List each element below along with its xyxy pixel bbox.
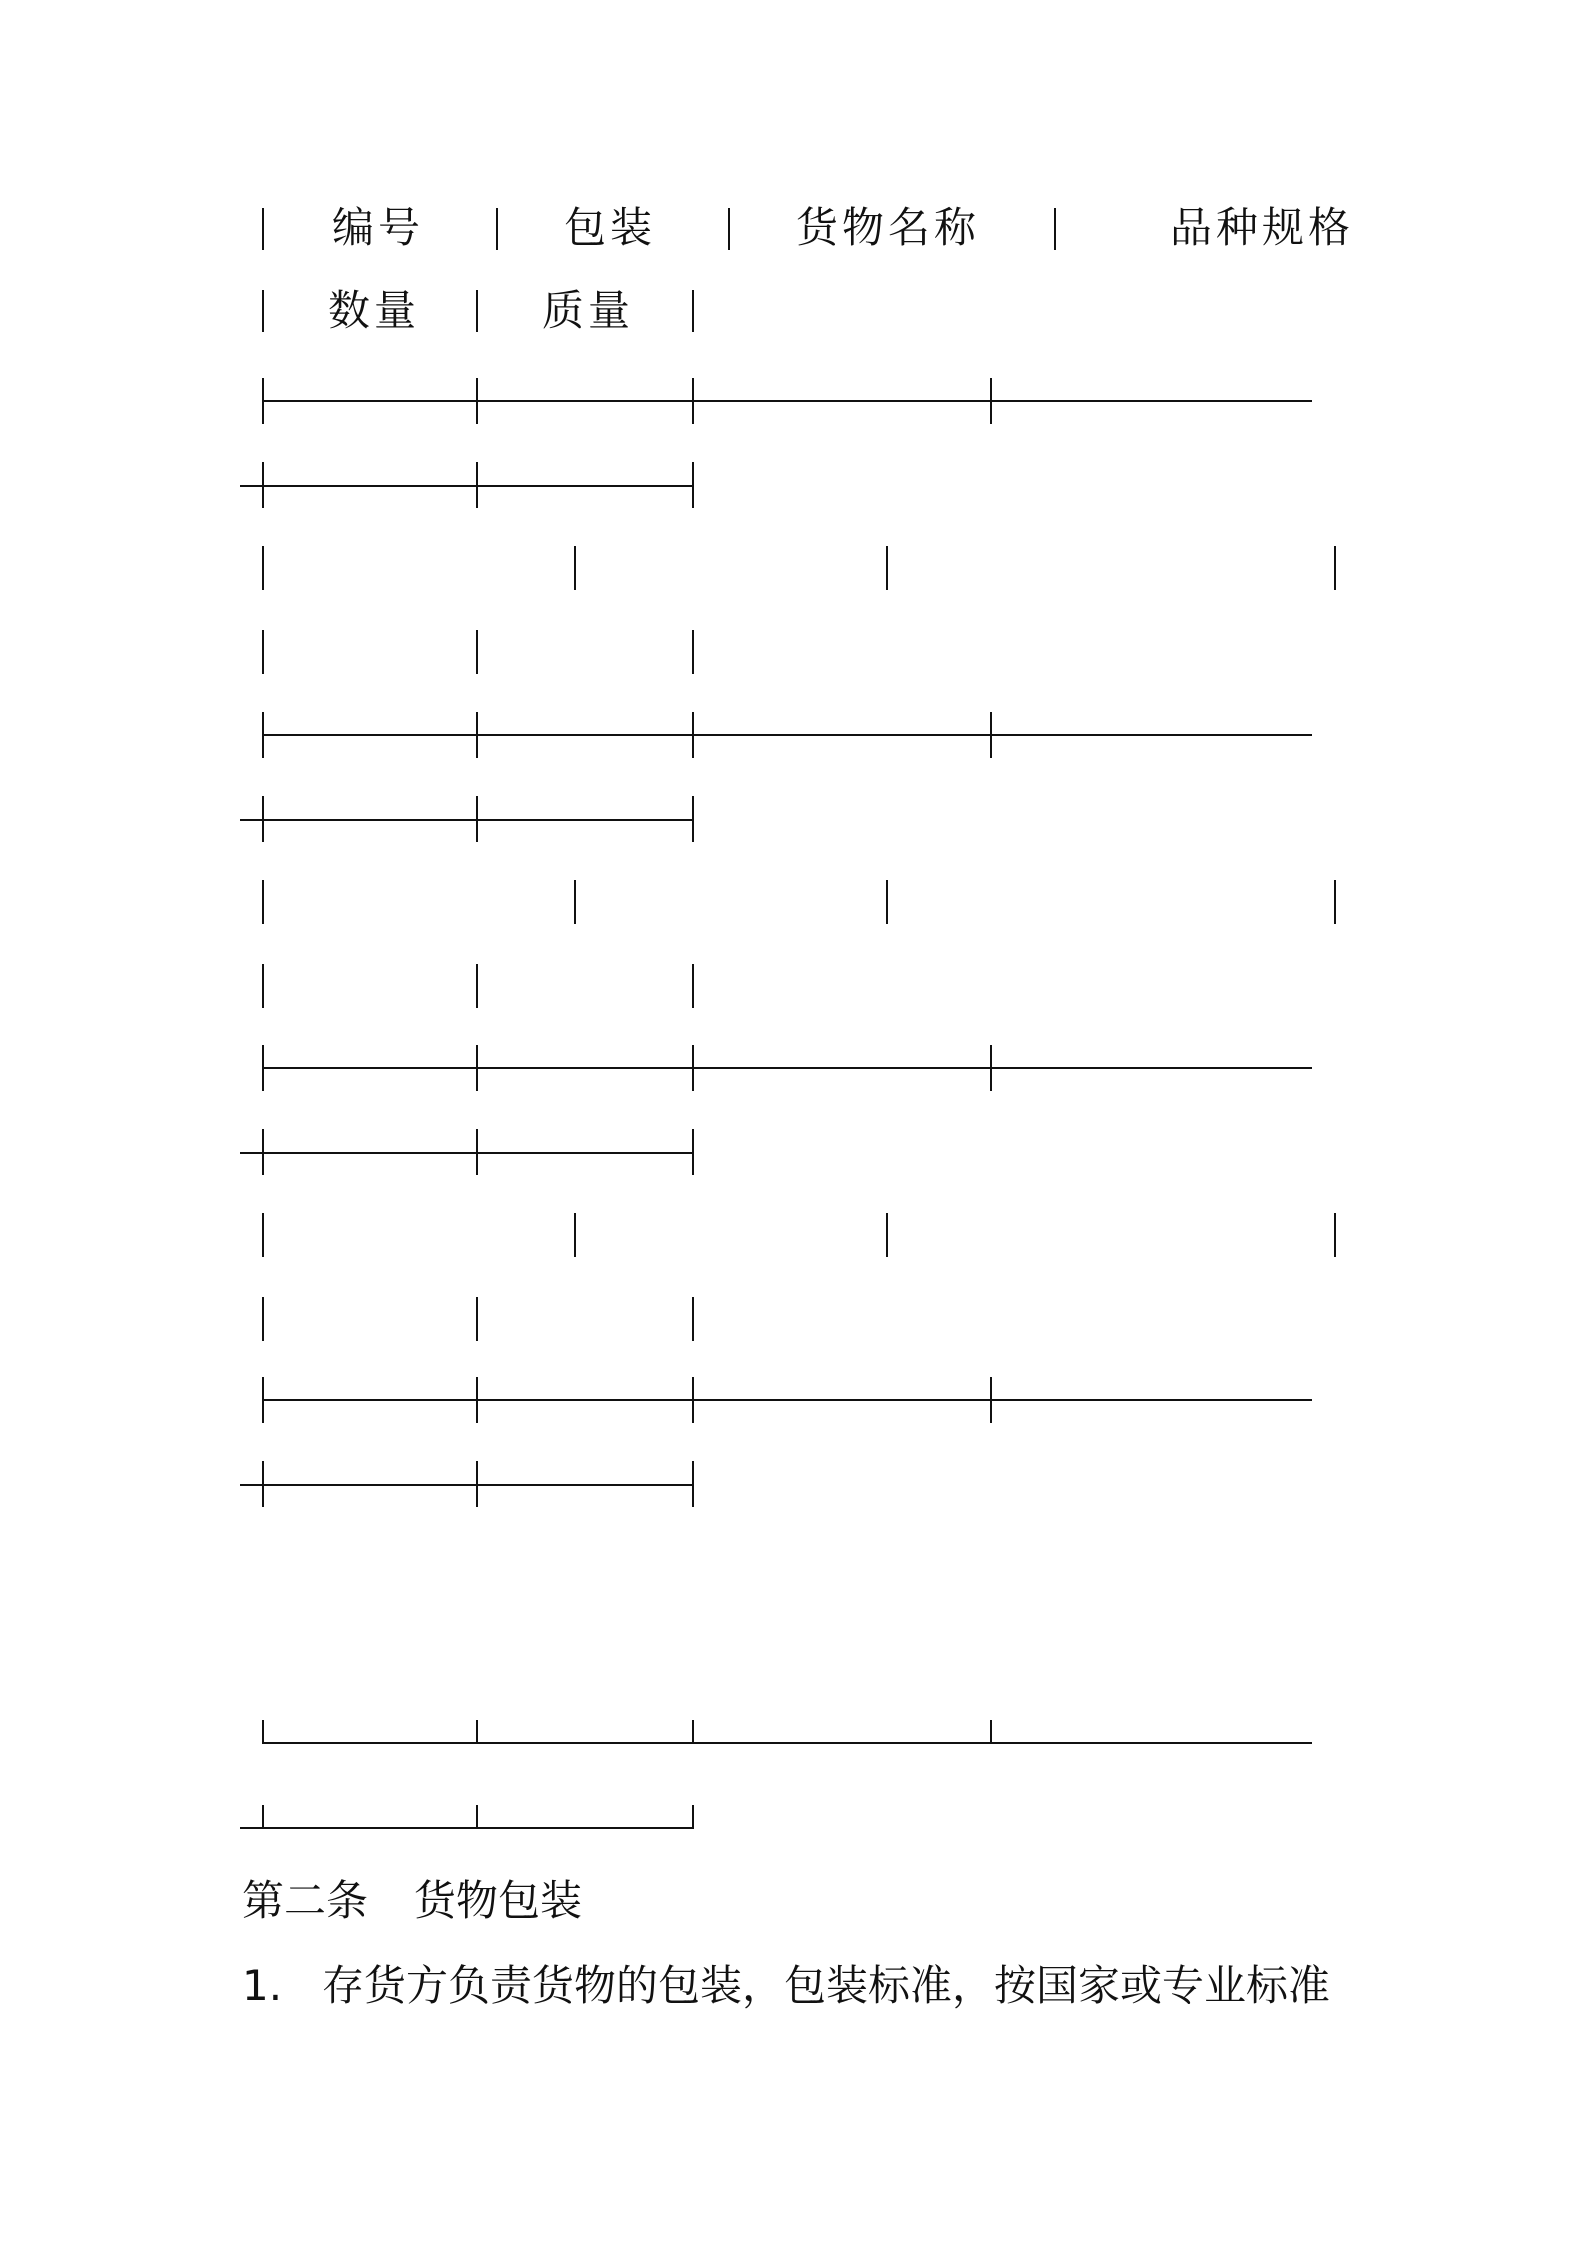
table-rule-tick: [262, 1129, 264, 1175]
table-rule-tick: [476, 1805, 478, 1829]
table-rule-tick: [262, 1377, 264, 1423]
table-rule-tick: [262, 796, 264, 842]
table-rule: [262, 1067, 1312, 1069]
table-rule-tick: [990, 1720, 992, 1744]
table-divider: [1054, 208, 1056, 250]
header-cell-quantity: 数量: [328, 286, 421, 335]
table-divider: [262, 880, 264, 924]
paragraph: [242, 1961, 1331, 2010]
table-divider: [262, 630, 264, 674]
section-title-text: 货物包装: [414, 1876, 583, 1925]
table-divider: [728, 208, 730, 250]
table-divider: [476, 630, 478, 674]
section-title-label: 第二条: [242, 1876, 369, 1925]
table-rule: [262, 734, 1312, 736]
table-rule-tick: [262, 1045, 264, 1091]
table-rule: [240, 1827, 694, 1829]
table-rule-tick: [990, 712, 992, 758]
table-divider: [496, 208, 498, 250]
table-rule-tick: [476, 462, 478, 508]
header-cell-goods-name: 货物名称: [796, 203, 981, 252]
header-cell-packaging: 包装: [564, 203, 657, 252]
table-rule: [262, 1742, 1312, 1744]
header-cell-variety-spec: 品种规格: [1170, 203, 1355, 252]
table-rule: [240, 485, 694, 487]
table-rule: [240, 819, 694, 821]
table-rule-tick: [262, 378, 264, 424]
table-rule-tick: [990, 1377, 992, 1423]
table-rule-tick: [990, 1045, 992, 1091]
table-rule: [240, 1484, 694, 1486]
table-rule-tick: [262, 712, 264, 758]
table-divider: [886, 1213, 888, 1257]
table-rule-tick: [990, 378, 992, 424]
table-rule-tick: [476, 1045, 478, 1091]
table-rule-tick: [262, 1461, 264, 1507]
table-divider: [262, 290, 264, 332]
table-divider: [262, 1297, 264, 1341]
table-rule-tick: [262, 1720, 264, 1744]
paragraph-text: 存货方负责货物的包装，包装标准，按国家或专业标准: [322, 1961, 1331, 2010]
table-rule-tick: [476, 378, 478, 424]
header-cell-number: 编号: [332, 203, 425, 252]
table-divider: [262, 546, 264, 590]
table-divider: [262, 964, 264, 1008]
table-rule: [262, 400, 1312, 402]
table-rule-tick: [692, 378, 694, 424]
table-divider: [476, 1297, 478, 1341]
table-rule-tick: [692, 1720, 694, 1744]
table-divider: [262, 1213, 264, 1257]
table-rule-tick: [692, 462, 694, 508]
table-divider: [574, 1213, 576, 1257]
table-divider: [262, 208, 264, 250]
table-rule-tick: [692, 1461, 694, 1507]
table-rule-tick: [476, 1129, 478, 1175]
table-divider: [1334, 880, 1336, 924]
table-rule-tick: [692, 1377, 694, 1423]
table-rule-tick: [692, 1805, 694, 1829]
header-cell-quality: 质量: [542, 286, 635, 335]
table-rule-tick: [692, 712, 694, 758]
table-divider: [1334, 546, 1336, 590]
table-divider: [476, 964, 478, 1008]
table-rule: [262, 1399, 1312, 1401]
table-divider: [692, 290, 694, 332]
table-rule-tick: [476, 796, 478, 842]
table-divider: [1334, 1213, 1336, 1257]
table-divider: [692, 1297, 694, 1341]
table-rule-tick: [476, 712, 478, 758]
table-divider: [574, 880, 576, 924]
table-rule-tick: [476, 1720, 478, 1744]
section-title: [242, 1876, 583, 1925]
table-rule-tick: [692, 1129, 694, 1175]
paragraph-number: 1.: [242, 1961, 283, 2010]
table-divider: [692, 630, 694, 674]
table-rule-tick: [476, 1461, 478, 1507]
table-rule-tick: [262, 462, 264, 508]
table-divider: [886, 880, 888, 924]
table-divider: [886, 546, 888, 590]
table-rule-tick: [692, 796, 694, 842]
table-divider: [476, 290, 478, 332]
table-divider: [574, 546, 576, 590]
table-rule: [240, 1152, 694, 1154]
table-rule-tick: [262, 1805, 264, 1829]
table-rule-tick: [692, 1045, 694, 1091]
table-rule-tick: [476, 1377, 478, 1423]
table-divider: [692, 964, 694, 1008]
